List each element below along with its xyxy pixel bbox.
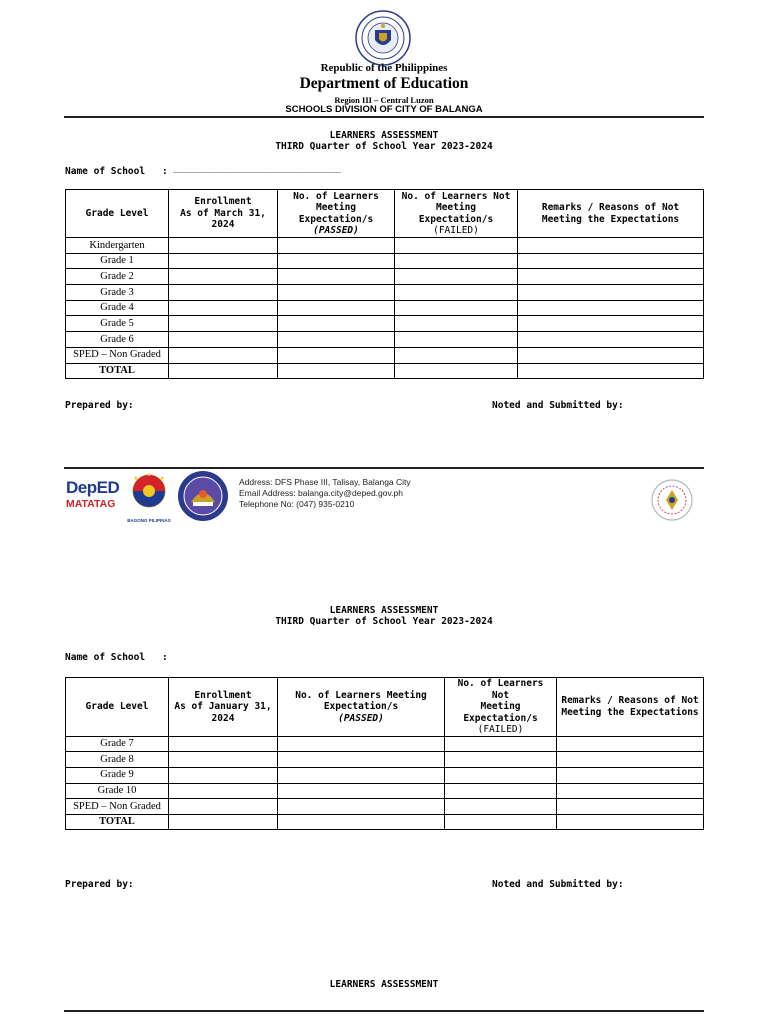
table-cell[interactable] bbox=[445, 752, 557, 768]
bagong-pilipinas-logo: BAGONG PILIPINAS bbox=[126, 471, 172, 521]
table-cell[interactable] bbox=[169, 799, 278, 815]
form1-header-passed: No. of Learners Meeting Expectation/s (PASSED) bbox=[278, 190, 395, 238]
form1-header-grade-level: Grade Level bbox=[66, 190, 169, 238]
grade-level-cell: Grade 4 bbox=[66, 300, 169, 316]
table-cell[interactable] bbox=[278, 736, 445, 752]
table-cell[interactable] bbox=[395, 300, 518, 316]
form2-header-grade-level: Grade Level bbox=[66, 678, 169, 737]
table-cell[interactable] bbox=[395, 363, 518, 378]
table-cell[interactable] bbox=[278, 253, 395, 269]
department-name: Department of Education bbox=[299, 75, 469, 92]
table-cell[interactable] bbox=[445, 767, 557, 783]
region-line: Region III – Central Luzon bbox=[334, 95, 434, 105]
form1-school-field[interactable]: _______________________________ bbox=[173, 164, 341, 174]
table-cell[interactable] bbox=[278, 316, 395, 332]
form2-noted-by: Noted and Submitted by: bbox=[492, 879, 624, 890]
table-cell[interactable] bbox=[518, 269, 704, 285]
table-cell[interactable] bbox=[395, 316, 518, 332]
table-cell[interactable] bbox=[518, 253, 704, 269]
form1-school-colon: : bbox=[162, 166, 168, 177]
table-row bbox=[66, 767, 704, 783]
form1-header-row bbox=[66, 190, 704, 238]
table-cell[interactable] bbox=[518, 347, 704, 363]
table-cell[interactable] bbox=[278, 332, 395, 348]
grade-level-cell: Kindergarten bbox=[66, 238, 169, 254]
table-row bbox=[66, 285, 704, 301]
table-cell[interactable] bbox=[518, 238, 704, 254]
table-cell[interactable] bbox=[278, 269, 395, 285]
form1-total-label: TOTAL bbox=[66, 363, 169, 378]
table-row bbox=[66, 238, 704, 254]
form2-header-passed: No. of Learners Meeting Expectation/s (PASSED) bbox=[278, 678, 445, 737]
table-cell[interactable] bbox=[518, 316, 704, 332]
table-cell[interactable] bbox=[395, 238, 518, 254]
form1-noted-by: Noted and Submitted by: bbox=[492, 400, 624, 411]
table-cell[interactable] bbox=[169, 238, 278, 254]
table-cell[interactable] bbox=[445, 799, 557, 815]
table-cell[interactable] bbox=[169, 767, 278, 783]
form1-header-failed: No. of Learners Not Meeting Expectation/s (FAILED) bbox=[395, 190, 518, 238]
form2-subtitle: THIRD Quarter of School Year 2023-2024 bbox=[275, 616, 493, 627]
grade-level-cell: Grade 3 bbox=[66, 285, 169, 301]
table-row bbox=[66, 269, 704, 285]
table-cell[interactable] bbox=[169, 363, 278, 378]
table-cell[interactable] bbox=[518, 300, 704, 316]
table-cell[interactable] bbox=[278, 799, 445, 815]
table-row bbox=[66, 752, 704, 768]
grade-level-cell: SPED – Non Graded bbox=[66, 347, 169, 363]
table-cell[interactable] bbox=[169, 285, 278, 301]
table-row bbox=[66, 799, 704, 815]
form2-total-row bbox=[66, 814, 704, 829]
table-cell[interactable] bbox=[169, 300, 278, 316]
deped-seal-icon bbox=[355, 10, 411, 66]
table-cell[interactable] bbox=[557, 799, 704, 815]
form1-total-row bbox=[66, 363, 704, 378]
table-cell[interactable] bbox=[278, 347, 395, 363]
table-row bbox=[66, 253, 704, 269]
table-cell[interactable] bbox=[557, 736, 704, 752]
table-cell[interactable] bbox=[278, 285, 395, 301]
table-cell[interactable] bbox=[278, 783, 445, 799]
bagong-pilipinas-icon bbox=[126, 471, 172, 513]
republic-line: Republic of the Philippines bbox=[320, 62, 448, 74]
form1-title: LEARNERS ASSESSMENT bbox=[329, 130, 439, 141]
form2-prepared-by: Prepared by: bbox=[65, 879, 134, 890]
form2-header-failed: No. of Learners Not Meeting Expectation/s (FAILED) bbox=[445, 678, 557, 737]
table-cell[interactable] bbox=[169, 269, 278, 285]
table-cell[interactable] bbox=[445, 783, 557, 799]
table-cell[interactable] bbox=[278, 238, 395, 254]
table-cell[interactable] bbox=[518, 332, 704, 348]
form1-subtitle: THIRD Quarter of School Year 2023-2024 bbox=[275, 141, 493, 152]
table-cell[interactable] bbox=[395, 253, 518, 269]
quality-seal-icon bbox=[648, 478, 696, 522]
grade-level-cell: Grade 1 bbox=[66, 253, 169, 269]
table-cell[interactable] bbox=[169, 814, 278, 829]
table-cell[interactable] bbox=[445, 736, 557, 752]
form1-table bbox=[65, 189, 704, 379]
table-row bbox=[66, 300, 704, 316]
form2-header-row bbox=[66, 678, 704, 737]
table-row bbox=[66, 783, 704, 799]
table-cell[interactable] bbox=[278, 363, 395, 378]
table-cell[interactable] bbox=[557, 783, 704, 799]
form1-header-enrollment: Enrollment As of March 31, 2024 bbox=[169, 190, 278, 238]
form2-school-colon: : bbox=[162, 652, 168, 663]
grade-level-cell: Grade 9 bbox=[66, 767, 169, 783]
table-cell[interactable] bbox=[557, 752, 704, 768]
table-cell[interactable] bbox=[278, 814, 445, 829]
footer-divider bbox=[64, 467, 704, 469]
table-cell[interactable] bbox=[169, 332, 278, 348]
table-cell[interactable] bbox=[557, 814, 704, 829]
form2-total-label: TOTAL bbox=[66, 814, 169, 829]
header-divider bbox=[64, 116, 704, 118]
form2-header-enrollment: Enrollment As of January 31, 2024 bbox=[169, 678, 278, 737]
table-cell[interactable] bbox=[278, 767, 445, 783]
table-cell[interactable] bbox=[518, 363, 704, 378]
table-row bbox=[66, 736, 704, 752]
form2-school-label: Name of School bbox=[65, 652, 146, 663]
table-cell[interactable] bbox=[518, 285, 704, 301]
footer-address: Address: DFS Phase III, Talisay, Balanga City bbox=[239, 477, 411, 487]
division-line: SCHOOLS DIVISION OF CITY OF BALANGA bbox=[285, 104, 483, 115]
form2-table bbox=[65, 677, 704, 830]
table-cell[interactable] bbox=[169, 736, 278, 752]
form3-title: LEARNERS ASSESSMENT bbox=[329, 979, 439, 990]
grade-level-cell: Grade 5 bbox=[66, 316, 169, 332]
table-cell[interactable] bbox=[445, 814, 557, 829]
grade-level-cell: SPED – Non Graded bbox=[66, 799, 169, 815]
table-cell[interactable] bbox=[395, 285, 518, 301]
table-row bbox=[66, 332, 704, 348]
footer-phone: Telephone No: (047) 935-0210 bbox=[239, 499, 355, 509]
division-seal-icon bbox=[177, 470, 229, 522]
form1-prepared-by: Prepared by: bbox=[65, 400, 134, 411]
form2-header-remarks: Remarks / Reasons of Not Meeting the Expectations bbox=[557, 678, 704, 737]
table-cell[interactable] bbox=[278, 300, 395, 316]
form1-header-remarks: Remarks / Reasons of Not Meeting the Expectations bbox=[518, 190, 704, 238]
deped-matatag-logo: DepED MATATAG bbox=[66, 478, 120, 510]
table-cell[interactable] bbox=[395, 269, 518, 285]
table-cell[interactable] bbox=[169, 347, 278, 363]
table-cell[interactable] bbox=[278, 752, 445, 768]
grade-level-cell: Grade 6 bbox=[66, 332, 169, 348]
table-cell[interactable] bbox=[169, 253, 278, 269]
table-cell[interactable] bbox=[557, 767, 704, 783]
form1-school-label: Name of School bbox=[65, 166, 146, 177]
grade-level-cell: Grade 7 bbox=[66, 736, 169, 752]
table-cell[interactable] bbox=[395, 332, 518, 348]
grade-level-cell: Grade 10 bbox=[66, 783, 169, 799]
table-cell[interactable] bbox=[169, 752, 278, 768]
table-row bbox=[66, 347, 704, 363]
form2-title: LEARNERS ASSESSMENT bbox=[329, 605, 439, 616]
table-cell[interactable] bbox=[395, 347, 518, 363]
table-row bbox=[66, 316, 704, 332]
grade-level-cell: Grade 8 bbox=[66, 752, 169, 768]
footer-email[interactable]: Email Address: balanga.city@deped.gov.ph bbox=[239, 488, 403, 498]
table-cell[interactable] bbox=[169, 783, 278, 799]
grade-level-cell: Grade 2 bbox=[66, 269, 169, 285]
footer2-divider bbox=[64, 1010, 704, 1012]
table-cell[interactable] bbox=[169, 316, 278, 332]
